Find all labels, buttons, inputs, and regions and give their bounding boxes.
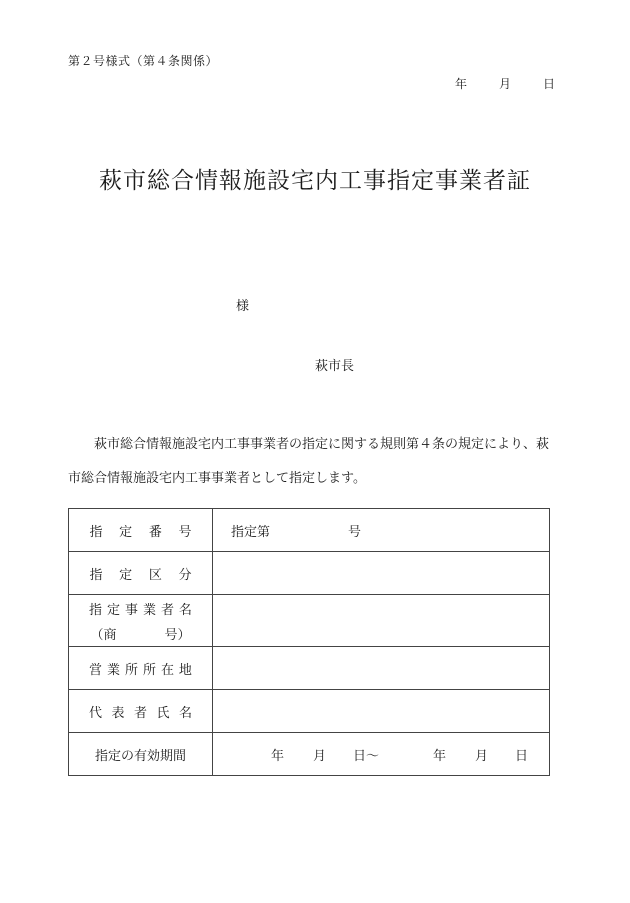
contractor-name-value: [213, 595, 550, 647]
designation-prefix: 指定第: [231, 524, 271, 540]
designation-number-value: [213, 509, 550, 552]
designation-category-label: 指 定 区 分: [69, 552, 213, 595]
designation-category-value: [213, 552, 550, 595]
office-address-value: [213, 647, 550, 690]
certificate-table: [68, 508, 550, 776]
office-address-label: 営 業 所 所 在 地: [69, 647, 213, 690]
trade-name-label: （商 号）: [90, 627, 191, 643]
date-year: 年: [455, 77, 468, 91]
validity-period-label: 指定の有効期間: [69, 733, 213, 776]
designation-number-label: 指 定 番 号: [69, 509, 213, 552]
contractor-name-label: 指 定 事 業 者 名 （商 号）: [69, 595, 213, 647]
addressee-suffix: 様: [236, 299, 250, 314]
designation-suffix: 号: [348, 524, 362, 540]
date-day: 日: [542, 77, 555, 91]
date-month: 月: [498, 77, 511, 91]
body-text: 萩市総合情報施設宅内工事事業者の指定に関する規則第４条の規定により、萩市総合情報施設宅内工事事業者として指定します。: [68, 437, 550, 486]
table-row: [69, 595, 550, 647]
representative-name-label: 代 表 者 氏 名: [69, 690, 213, 733]
validity-period-value: 年 月 日～ 年 月 日: [213, 733, 550, 776]
table-row: [69, 647, 550, 690]
table-row: [69, 552, 550, 595]
representative-name-value: [213, 690, 550, 733]
table-row: [69, 733, 550, 776]
table-row: [69, 509, 550, 552]
table-row: [69, 690, 550, 733]
form-number: 第２号様式（第４条関係）: [68, 54, 219, 68]
issuer: 萩市長: [315, 359, 355, 374]
issue-date: [455, 75, 555, 92]
document-title: 萩市総合情報施設宅内工事指定事業者証: [99, 168, 531, 194]
